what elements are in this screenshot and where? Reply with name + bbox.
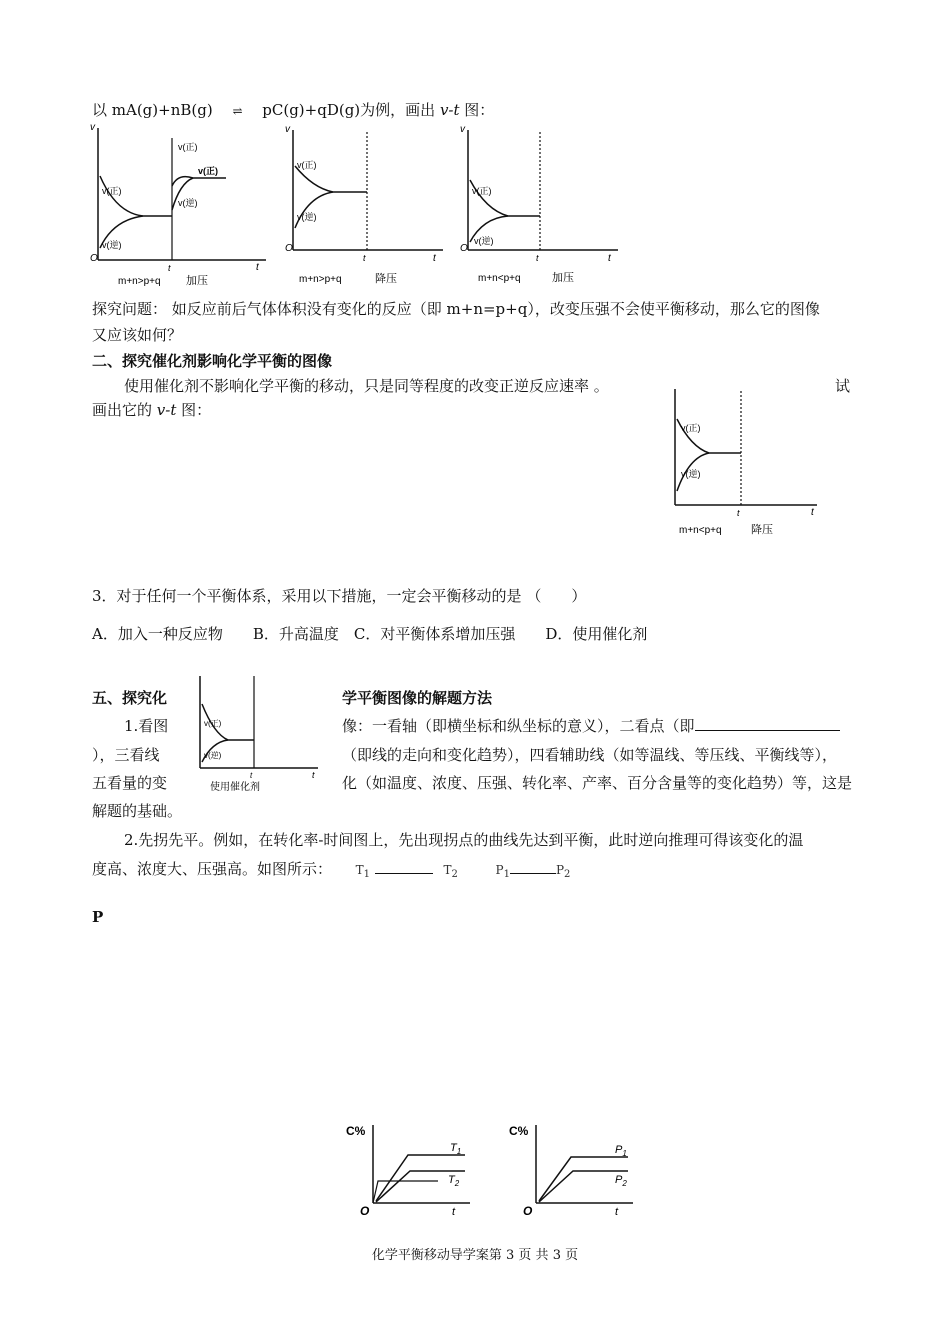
para2-prefix: 画出它的 (92, 401, 157, 419)
page-footer: 化学平衡移动导学案第 3 页 共 3 页 (371, 1248, 579, 1263)
T1-label: $T_1$ (355, 863, 370, 880)
section5-l1-right (342, 716, 840, 736)
equilibrium-arrow-icon: ⇌ (232, 104, 243, 118)
section2-try: 试 (835, 377, 851, 395)
t1-label: t (536, 253, 539, 263)
T2-curve-label: $T_2$ (448, 1174, 460, 1188)
P1-label: $P_1$ (495, 863, 510, 880)
P2-label: $P_2$ (555, 863, 571, 880)
catalyst-small-graph (192, 672, 324, 797)
v-pos-label: v(正) (681, 423, 701, 433)
v-axis-label: v (460, 124, 465, 135)
vt-graph-3 (458, 118, 628, 293)
t-axis-label: t (608, 253, 611, 264)
para2-italic: v-t (156, 401, 177, 419)
graph3-action: 加压 (552, 272, 574, 284)
v-neg-label: v(逆) (204, 751, 222, 760)
P1-curve-label: $P_1$ (615, 1144, 627, 1158)
catalyst-graph-condition: m+n<p+q (679, 525, 722, 536)
intro-prefix: 以 mA(g)+nB(g) (92, 101, 213, 119)
origin: O (360, 1204, 370, 1218)
section5-l2-right: （即线的走向和变化趋势），四看辅助线（如等温线、等压线、平衡线等）， (342, 746, 838, 764)
xlabel: t (615, 1206, 619, 1218)
small-graph-caption: 使用催化剂 (210, 782, 260, 793)
v-prime-eq-label: v(正) (198, 166, 218, 176)
section5-heading-left: 五、探究化 (92, 689, 168, 707)
intro-italic: v-t (439, 101, 460, 119)
v-pos-label: v(正) (297, 160, 317, 170)
intro-suffix: pC(g)+qD(g)为例，画出 (262, 101, 440, 119)
ylabel: C% (346, 1124, 366, 1138)
v-neg-label: v(逆) (474, 236, 494, 246)
graph1-condition: m+n>p+q (118, 276, 161, 287)
v-axis-label: v (90, 122, 95, 133)
v-neg-label: v(逆) (102, 240, 122, 250)
origin: O (523, 1204, 533, 1218)
T2-label: $T_2$ (443, 863, 458, 880)
t-axis-label: t (312, 770, 315, 780)
section5-p2-line2 (92, 859, 570, 885)
graph2-condition: m+n>p+q (299, 274, 342, 285)
t-axis-label: t (811, 507, 814, 518)
t1-label: t (250, 771, 253, 780)
graph2-action: 降压 (375, 273, 397, 285)
v-pos-label: v(正) (102, 186, 122, 196)
pressure-graph (503, 1115, 643, 1225)
origin-label: O (285, 243, 293, 254)
graph3-condition: m+n<p+q (478, 273, 521, 284)
vt-graph-2 (283, 118, 453, 293)
graph1-action: 加压 (186, 275, 208, 287)
t-axis-label: t (256, 262, 259, 273)
ylabel: C% (509, 1124, 529, 1138)
para2-suffix: 图： (176, 401, 212, 419)
p-label: P (92, 908, 104, 926)
v-pos-label: v(正) (204, 719, 222, 728)
v-prime-neg-label: v(逆) (178, 198, 198, 208)
t1-label: t (363, 253, 366, 263)
intro-suffix-end: 图： (459, 101, 495, 119)
t1-label: t (737, 508, 740, 518)
explore-line-2: 又应该如何？ (92, 326, 183, 344)
section5-l3-right: 化（如温度、浓度、压强、转化率、产率、百分含量等的变化趋势）等，这是 (342, 774, 853, 792)
vt-graph-1 (88, 118, 278, 293)
v-neg-label: v(逆) (681, 469, 701, 479)
v-prime-pos-label: v(正) (178, 142, 198, 152)
section2-heading: 二、探究催化剂影响化学平衡的图像 (92, 352, 333, 370)
temperature-graph (340, 1115, 480, 1225)
origin-label: O (90, 253, 98, 264)
question3-options: A．加入一种反应物 B．升高温度 C．对平衡体系增加压强 D．使用催化剂 (92, 625, 648, 643)
section2-para-line1: 使用催化剂不影响化学平衡的移动，只是同等程度的改变正逆反应速率 。 (124, 377, 609, 395)
explore-line-1: 探究问题： 如反应前后气体体积没有变化的反应（即 m+n=p+q），改变压强不会使平衡移动，那么它的图像 (92, 300, 820, 318)
section5-l3-left: 五看量的变 (92, 774, 168, 792)
blank-line (695, 716, 840, 731)
question3-stem: 3．对于任何一个平衡体系，采用以下措施，一定会平衡移动的是 （ ） (92, 587, 587, 605)
section5-p2-line1: 2.先拐先平。例如，在转化率-时间图上，先出现拐点的曲线先达到平衡，此时逆向推理可得该变化的温 (124, 831, 804, 849)
section5-l1-left: 1.看图 (124, 717, 169, 735)
T-compare-blank (375, 859, 433, 874)
v-pos-label: v(正) (472, 186, 492, 196)
section2-para-line2 (92, 400, 211, 420)
origin-label: O (460, 243, 468, 254)
T1-curve-label: $T_1$ (450, 1142, 462, 1156)
section5-l4: 解题的基础。 (92, 802, 183, 820)
t1-label: t (168, 263, 171, 273)
v-neg-label: v(逆) (297, 212, 317, 222)
P2-curve-label: $P_2$ (615, 1174, 627, 1188)
xlabel: t (452, 1206, 456, 1218)
P-compare-blank (510, 859, 556, 874)
t-axis-label: t (433, 253, 436, 264)
v-axis-label: v (285, 124, 290, 135)
catalyst-vt-graph (665, 385, 825, 545)
section5-l2-left: ），三看线 (92, 746, 160, 764)
l1-right-text: 像：一看轴（即横坐标和纵坐标的意义），二看点（即 (342, 717, 695, 735)
section5-heading-right: 学平衡图像的解题方法 (342, 689, 493, 707)
p2-line2-text: 度高、浓度大、压强高。如图所示： (92, 860, 333, 878)
catalyst-graph-action: 降压 (751, 524, 773, 536)
